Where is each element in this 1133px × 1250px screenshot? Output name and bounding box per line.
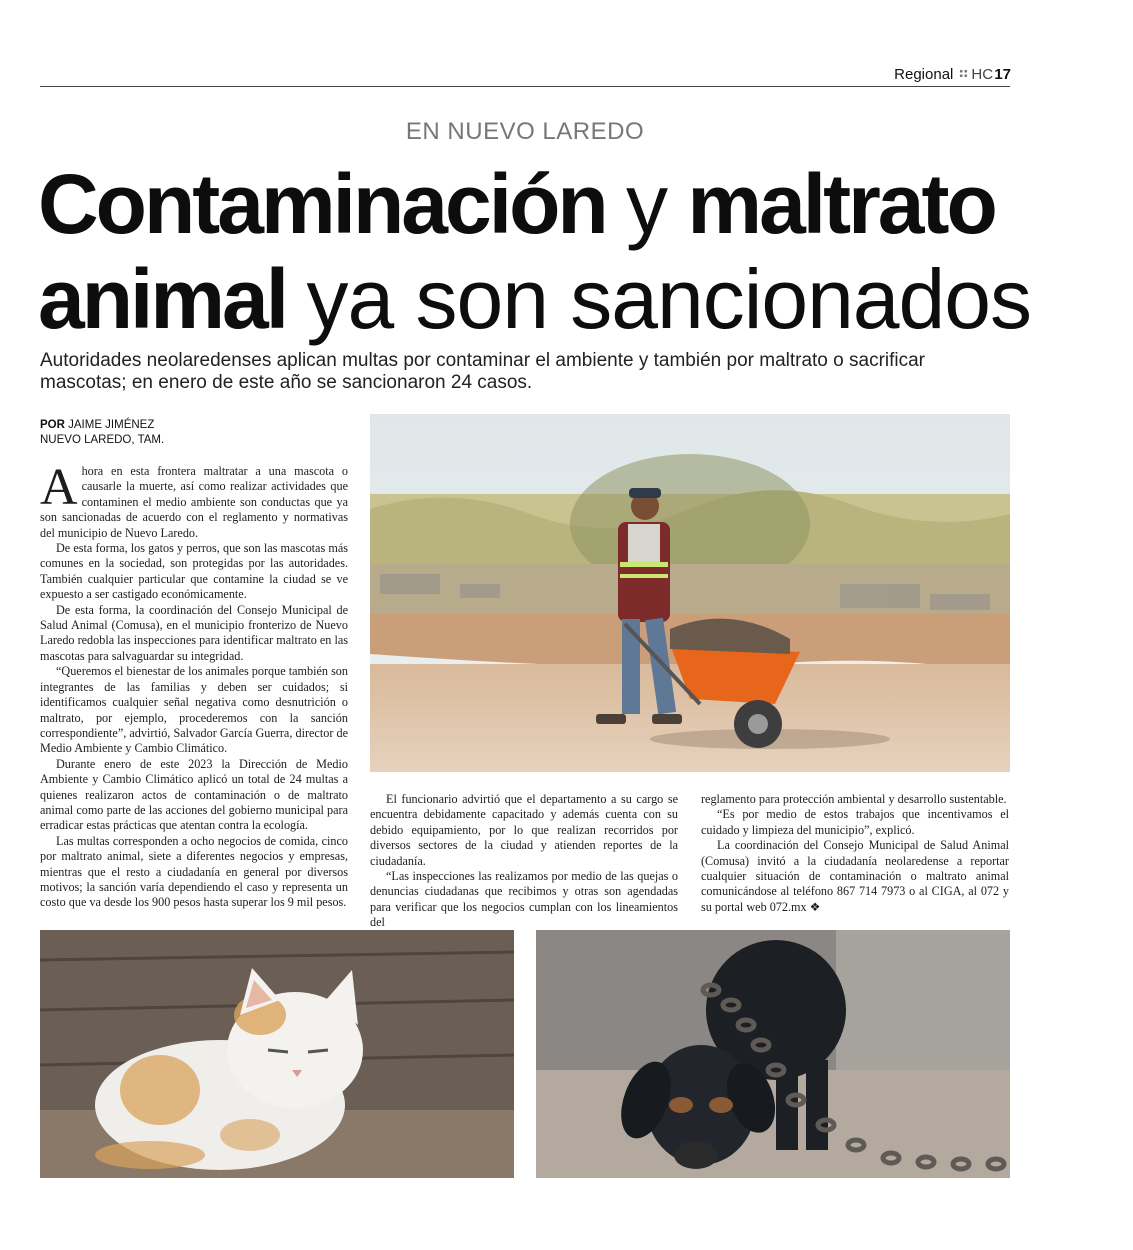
headline-rest: ya son sancionados: [306, 252, 1031, 346]
headline-line-1: [38, 158, 995, 250]
headline-word-maltrato: maltrato: [687, 157, 995, 251]
page-folio: [894, 66, 1011, 83]
photo-worker-wheelbarrow: [370, 414, 1010, 772]
header-rule: [40, 86, 1010, 87]
article-paragraph: Durante enero de este 2023 la Dirección de Medio Ambiente y Cambio Climático aplicó un total de 24 multas a quienes realizaron actos de contaminación o de maltrato animal como parte de las acciones del gobierno municipal para erradicar estas prácticas que atentan contra la ecología.: [40, 756, 348, 833]
paragraph-text: La coordinación del Consejo Municipal de Salud Animal (Comusa) invitó a la ciudadanía neolaredense a reportar cualquier situación de contaminación o maltrato animal comunicándose al teléfono 867 714 7973 o al CIGA, al 072 y su portal web 072.mx: [701, 838, 1009, 914]
paragraph-text: hora en esta frontera maltratar a una mascota o causarle la muerte, así como realizar actividades que contaminen el medio ambiente son conductas que ya son sancionadas de acuerdo con el reglamento y normativas del municipio de Nuevo Laredo.: [40, 464, 348, 540]
page-number: 17: [994, 66, 1011, 83]
article-paragraph: reglamento para protección ambiental y desarrollo sustentable.: [701, 792, 1007, 806]
article-column-2: [370, 792, 678, 931]
article-paragraph: De esta forma, los gatos y perros, que son las mascotas más comunes en la sociedad, son protegidas por las autoridades. También cualquier particular que contamine la ciudad se ve expuesto a ser castigado económicamente.: [40, 541, 348, 602]
article-paragraph: [701, 838, 1009, 915]
brand-name: HC: [971, 66, 994, 83]
article-paragraph: El funcionario advirtió que el departamento a su cargo se encuentra debidamente capacitado y además cuenta con su debido equipamiento, por lo que realizan recorridos por diversos sectores de la ciudad y atienden reportes de la ciudadanía.: [370, 792, 678, 868]
headline-word-animal: animal: [38, 252, 287, 346]
headline-word-contaminacion: Contaminación: [38, 157, 606, 251]
byline-prefix: POR: [40, 419, 65, 431]
photo-cat: [40, 930, 514, 1178]
deck-subtitle: Autoridades neolaredenses aplican multas por contaminar el ambiente y también por maltrato o sacrificar mascotas; en enero de este año se sancionaron 24 casos.: [40, 350, 926, 393]
article-paragraph: De esta forma, la coordinación del Consejo Municipal de Salud Animal (Comusa), en el municipio fronterizo de Nuevo Laredo redobla las inspecciones para identificar maltrato en las mascotas para salvaguardar su integridad.: [40, 602, 348, 663]
article-paragraph: “Queremos el bienestar de los animales porque también son integrantes de las familias y deben ser cuidados; si identificamos cualquier señal negativa como desnutrición o maltrato, por ejemplo, procederemos con la sanción correspondiente”, advirtió, Salvador García Guerra, director de Medio Ambiente y Cambio Climático.: [40, 664, 348, 756]
byline-author: JAIME JIMÉNEZ: [68, 419, 155, 431]
article-column-3: [701, 792, 1009, 915]
drop-cap: A: [40, 459, 78, 516]
article-paragraph: [40, 459, 348, 541]
headline-word-y: y: [626, 157, 668, 251]
article-paragraph: “Es por medio de estos trabajos que incentivamos el cuidado y limpieza del municipio”, explicó.: [701, 807, 1009, 837]
article-paragraph: Las multas corresponden a ocho negocios de comida, cinco por maltrato animal, siete a diferentes negocios y empresas, mientras que el resto a ciudadanía en general por diversos motivos; la sanción varía dependiendo el caso y representa un costo que va desde los 900 pesos hasta superar los 9 mil pesos.: [40, 833, 348, 910]
headline-line-2: [38, 253, 1031, 345]
photo-cat-illustration: [40, 930, 514, 1178]
dots-icon: [959, 69, 968, 78]
kicker: EN NUEVO LAREDO: [405, 118, 645, 145]
photo-worker-illustration: [370, 414, 1010, 772]
byline: [40, 418, 164, 448]
photo-dog-chained: [536, 930, 1010, 1178]
article-column-1: [40, 459, 348, 911]
photo-dog-illustration: [536, 930, 1010, 1178]
article-paragraph: “Las inspecciones las realizamos por medio de las quejas o denuncias ciudadanas que recibimos y otras son agendadas para verificar que los negocios cumplan con los lineamientos del: [370, 869, 678, 930]
byline-dateline: NUEVO LAREDO, TAM.: [40, 434, 165, 446]
section-name: Regional: [894, 66, 954, 83]
end-mark-icon: ❖: [809, 899, 821, 914]
